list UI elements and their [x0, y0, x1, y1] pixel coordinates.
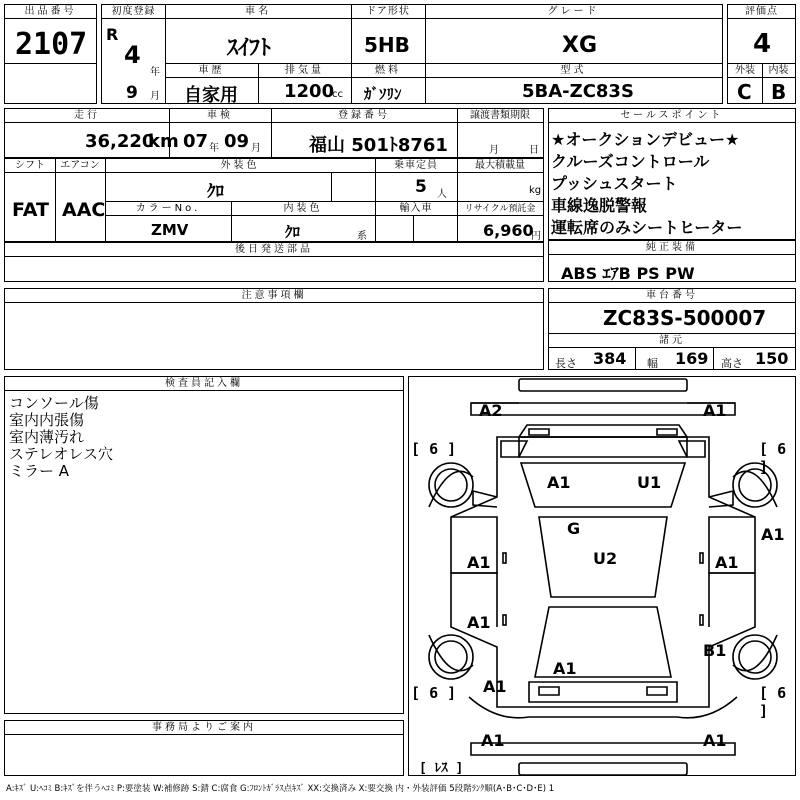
later-parts-label: 後日発送部品	[5, 243, 543, 257]
inspection-month-unit: 月	[251, 143, 261, 154]
equipment-box	[548, 240, 796, 282]
interior-score-label: 内装	[762, 64, 795, 78]
mark-roof: U2	[593, 549, 618, 568]
inspector-note-2: 室内内張傷	[9, 411, 85, 429]
cautions-label: 注意事項欄	[5, 289, 543, 303]
width-value: 169	[675, 349, 709, 368]
inspector-note-1: コンソール傷	[9, 394, 99, 412]
spare-tire-value: ﾚｽ	[434, 761, 448, 776]
mark-bottom-right: A1	[703, 731, 727, 750]
equipment-label: 純正装備	[549, 241, 795, 255]
fuel-value: ｶﾞｿﾘﾝ	[364, 85, 402, 103]
mark-front-door-left: A1	[467, 553, 491, 572]
mark-windshield: G	[567, 519, 581, 538]
sales-point-5: 運転席のみシートヒーター	[551, 218, 743, 237]
inspector-note-3: 室内薄汚れ	[9, 428, 85, 446]
sales-point-2: クルーズコントロール	[551, 152, 710, 171]
office-label: 事務局よりご案内	[5, 721, 403, 735]
damage-diagram	[408, 376, 796, 776]
tire-front-right-value: 6	[777, 440, 787, 458]
tire-front-left: [ 6 ]	[411, 440, 457, 458]
fuel-label: 燃料	[351, 64, 425, 78]
mileage-value: 36,220	[85, 131, 155, 152]
plate-label: 登録番号	[271, 109, 457, 123]
length-value: 384	[593, 349, 627, 368]
mark-hood-right: U1	[637, 473, 662, 492]
mark-fender-right: A1	[761, 525, 785, 544]
capacity-label: 乗車定員	[375, 159, 457, 173]
recycle-value: 6,960	[483, 221, 534, 240]
mileage-label: 走行	[5, 109, 169, 123]
exterior-score-label: 外装	[728, 64, 762, 78]
car-name-label: 車名	[165, 5, 351, 19]
mileage-row	[4, 108, 544, 158]
sales-points-label: セールスポイント	[549, 109, 795, 123]
mark-top-left: A2	[479, 401, 503, 420]
first-reg-month-unit: 月	[150, 91, 160, 102]
interior-score-value: B	[771, 80, 787, 104]
first-reg-year: 4	[124, 41, 141, 69]
specs-label: 諸元	[549, 334, 795, 348]
office-box	[4, 720, 404, 776]
vehicle-header-grid	[101, 4, 723, 104]
displacement-label: 排気量	[258, 64, 351, 78]
shift-label: シフト	[5, 159, 55, 173]
inspection-year: 07	[183, 131, 209, 152]
mark-hood-left: A1	[547, 473, 571, 492]
capacity-unit: 人	[437, 189, 447, 200]
lot-number-box	[4, 4, 97, 104]
chassis-box	[548, 288, 796, 370]
history-value: 自家用	[184, 85, 238, 106]
width-label: 幅	[647, 357, 658, 370]
car-outline-drawing	[409, 377, 797, 777]
sales-points-box	[548, 108, 796, 240]
mark-rear-door-left: A1	[467, 613, 491, 632]
inspection-month: 09	[224, 131, 250, 152]
plate-value: 福山 501ﾄ8761	[309, 135, 448, 156]
mark-rear-glass: A1	[553, 659, 577, 678]
model-code-label: 型式	[425, 64, 722, 78]
mark-top-right: A1	[703, 401, 727, 420]
score-box	[727, 4, 796, 104]
inspector-note-4: ステレオレス穴	[9, 445, 113, 463]
spare-tire: [ ﾚｽ ]	[419, 761, 464, 776]
tire-rear-right: [ 6 ]	[759, 684, 787, 720]
car-name-value: ｽｲﾌﾄ	[227, 36, 272, 61]
color-no-value: ZMV	[151, 221, 189, 239]
max-load-label: 最大積載量	[457, 159, 543, 173]
int-color-label: 内装色	[231, 202, 375, 216]
first-reg-year-unit: 年	[150, 67, 160, 78]
score-label: 評価点	[728, 5, 795, 19]
aircon-label: エアコン	[55, 159, 105, 173]
first-reg-era: R	[106, 25, 119, 44]
first-reg-label: 初度登録	[102, 5, 165, 19]
displacement-value: 1200	[284, 81, 335, 102]
door-value: 5HB	[364, 33, 410, 57]
int-color-suffix: 系	[357, 231, 367, 242]
tire-front-right: [ 6 ]	[759, 440, 787, 476]
mark-front-door-right: A1	[715, 553, 739, 572]
ext-color-value: ｸﾛ	[207, 182, 224, 202]
mileage-unit: km	[148, 131, 179, 152]
recycle-unit: 円	[531, 231, 541, 242]
tire-front-left-value: 6	[429, 440, 439, 458]
tire-rear-right-value: 6	[777, 684, 787, 702]
sales-point-4: 車線逸脱警報	[551, 196, 648, 215]
displacement-unit: cc	[332, 89, 343, 100]
score-value: 4	[753, 29, 772, 59]
inspector-box	[4, 376, 404, 714]
height-value: 150	[755, 349, 789, 368]
tire-rear-left-value: 6	[429, 684, 439, 702]
exterior-score-value: C	[737, 80, 752, 104]
chassis-value: ZC83S-500007	[603, 306, 767, 330]
sales-point-1: ★オークションデビュー★	[551, 130, 740, 149]
capacity-value: 5	[415, 177, 427, 197]
inspection-year-unit: 年	[209, 143, 219, 154]
tire-rear-left: [ 6 ]	[411, 684, 457, 702]
max-load-unit: kg	[529, 185, 542, 196]
history-label: 車歴	[165, 64, 258, 78]
grade-value: XG	[562, 33, 598, 58]
color-no-label: カラーNo.	[105, 202, 231, 216]
model-code-value: 5BA-ZC83S	[522, 81, 634, 102]
mark-rear-right: B1	[703, 641, 727, 660]
transfer-month-unit: 月	[489, 145, 499, 156]
later-parts-box	[4, 242, 544, 282]
sales-point-3: プッシュスタート	[551, 174, 678, 193]
aircon-value: AAC	[62, 199, 106, 221]
transfer-day-unit: 日	[529, 145, 539, 156]
int-color-value: ｸﾛ	[285, 223, 301, 241]
equipment-value: ABS ｴｱB PS PW	[561, 264, 695, 283]
spec-row	[4, 158, 544, 242]
damage-legend: A:ｷｽﾞ U:ﾍｺﾐ B:ｷｽﾞを伴うﾍｺﾐ P:要塗装 W:補修跡 S:錆 C:腐食 G:ﾌﾛﾝﾄｶﾞﾗｽ点ｷｽﾞ XX:交換済み X:要交換 内・外装評価 5段階ﾗﾝｸ順(A･B･C･D･E) 1	[6, 784, 555, 794]
cautions-box	[4, 288, 544, 370]
inspection-label: 車検	[169, 109, 271, 123]
lot-number-label: 出品番号	[5, 5, 96, 19]
ext-color-label: 外装色	[105, 159, 375, 173]
grade-label: グレード	[425, 5, 722, 19]
lot-number-value: 2107	[15, 27, 88, 62]
import-label: 輸入車	[375, 202, 457, 216]
length-label: 長さ	[555, 357, 577, 370]
recycle-label: リサイクル預託金	[457, 202, 543, 216]
door-label: ドア形状	[351, 5, 425, 19]
chassis-label: 車台番号	[549, 289, 795, 303]
height-label: 高さ	[721, 357, 743, 370]
mark-quarter-left: A1	[483, 677, 507, 696]
transfer-docs-label: 譲渡書類期限	[457, 109, 543, 123]
shift-value: FAT	[12, 199, 49, 221]
first-reg-month: 9	[126, 83, 138, 103]
mark-bottom-left: A1	[481, 731, 505, 750]
inspector-note-5: ミラー A	[9, 462, 70, 480]
inspector-label: 検査員記入欄	[5, 377, 403, 391]
